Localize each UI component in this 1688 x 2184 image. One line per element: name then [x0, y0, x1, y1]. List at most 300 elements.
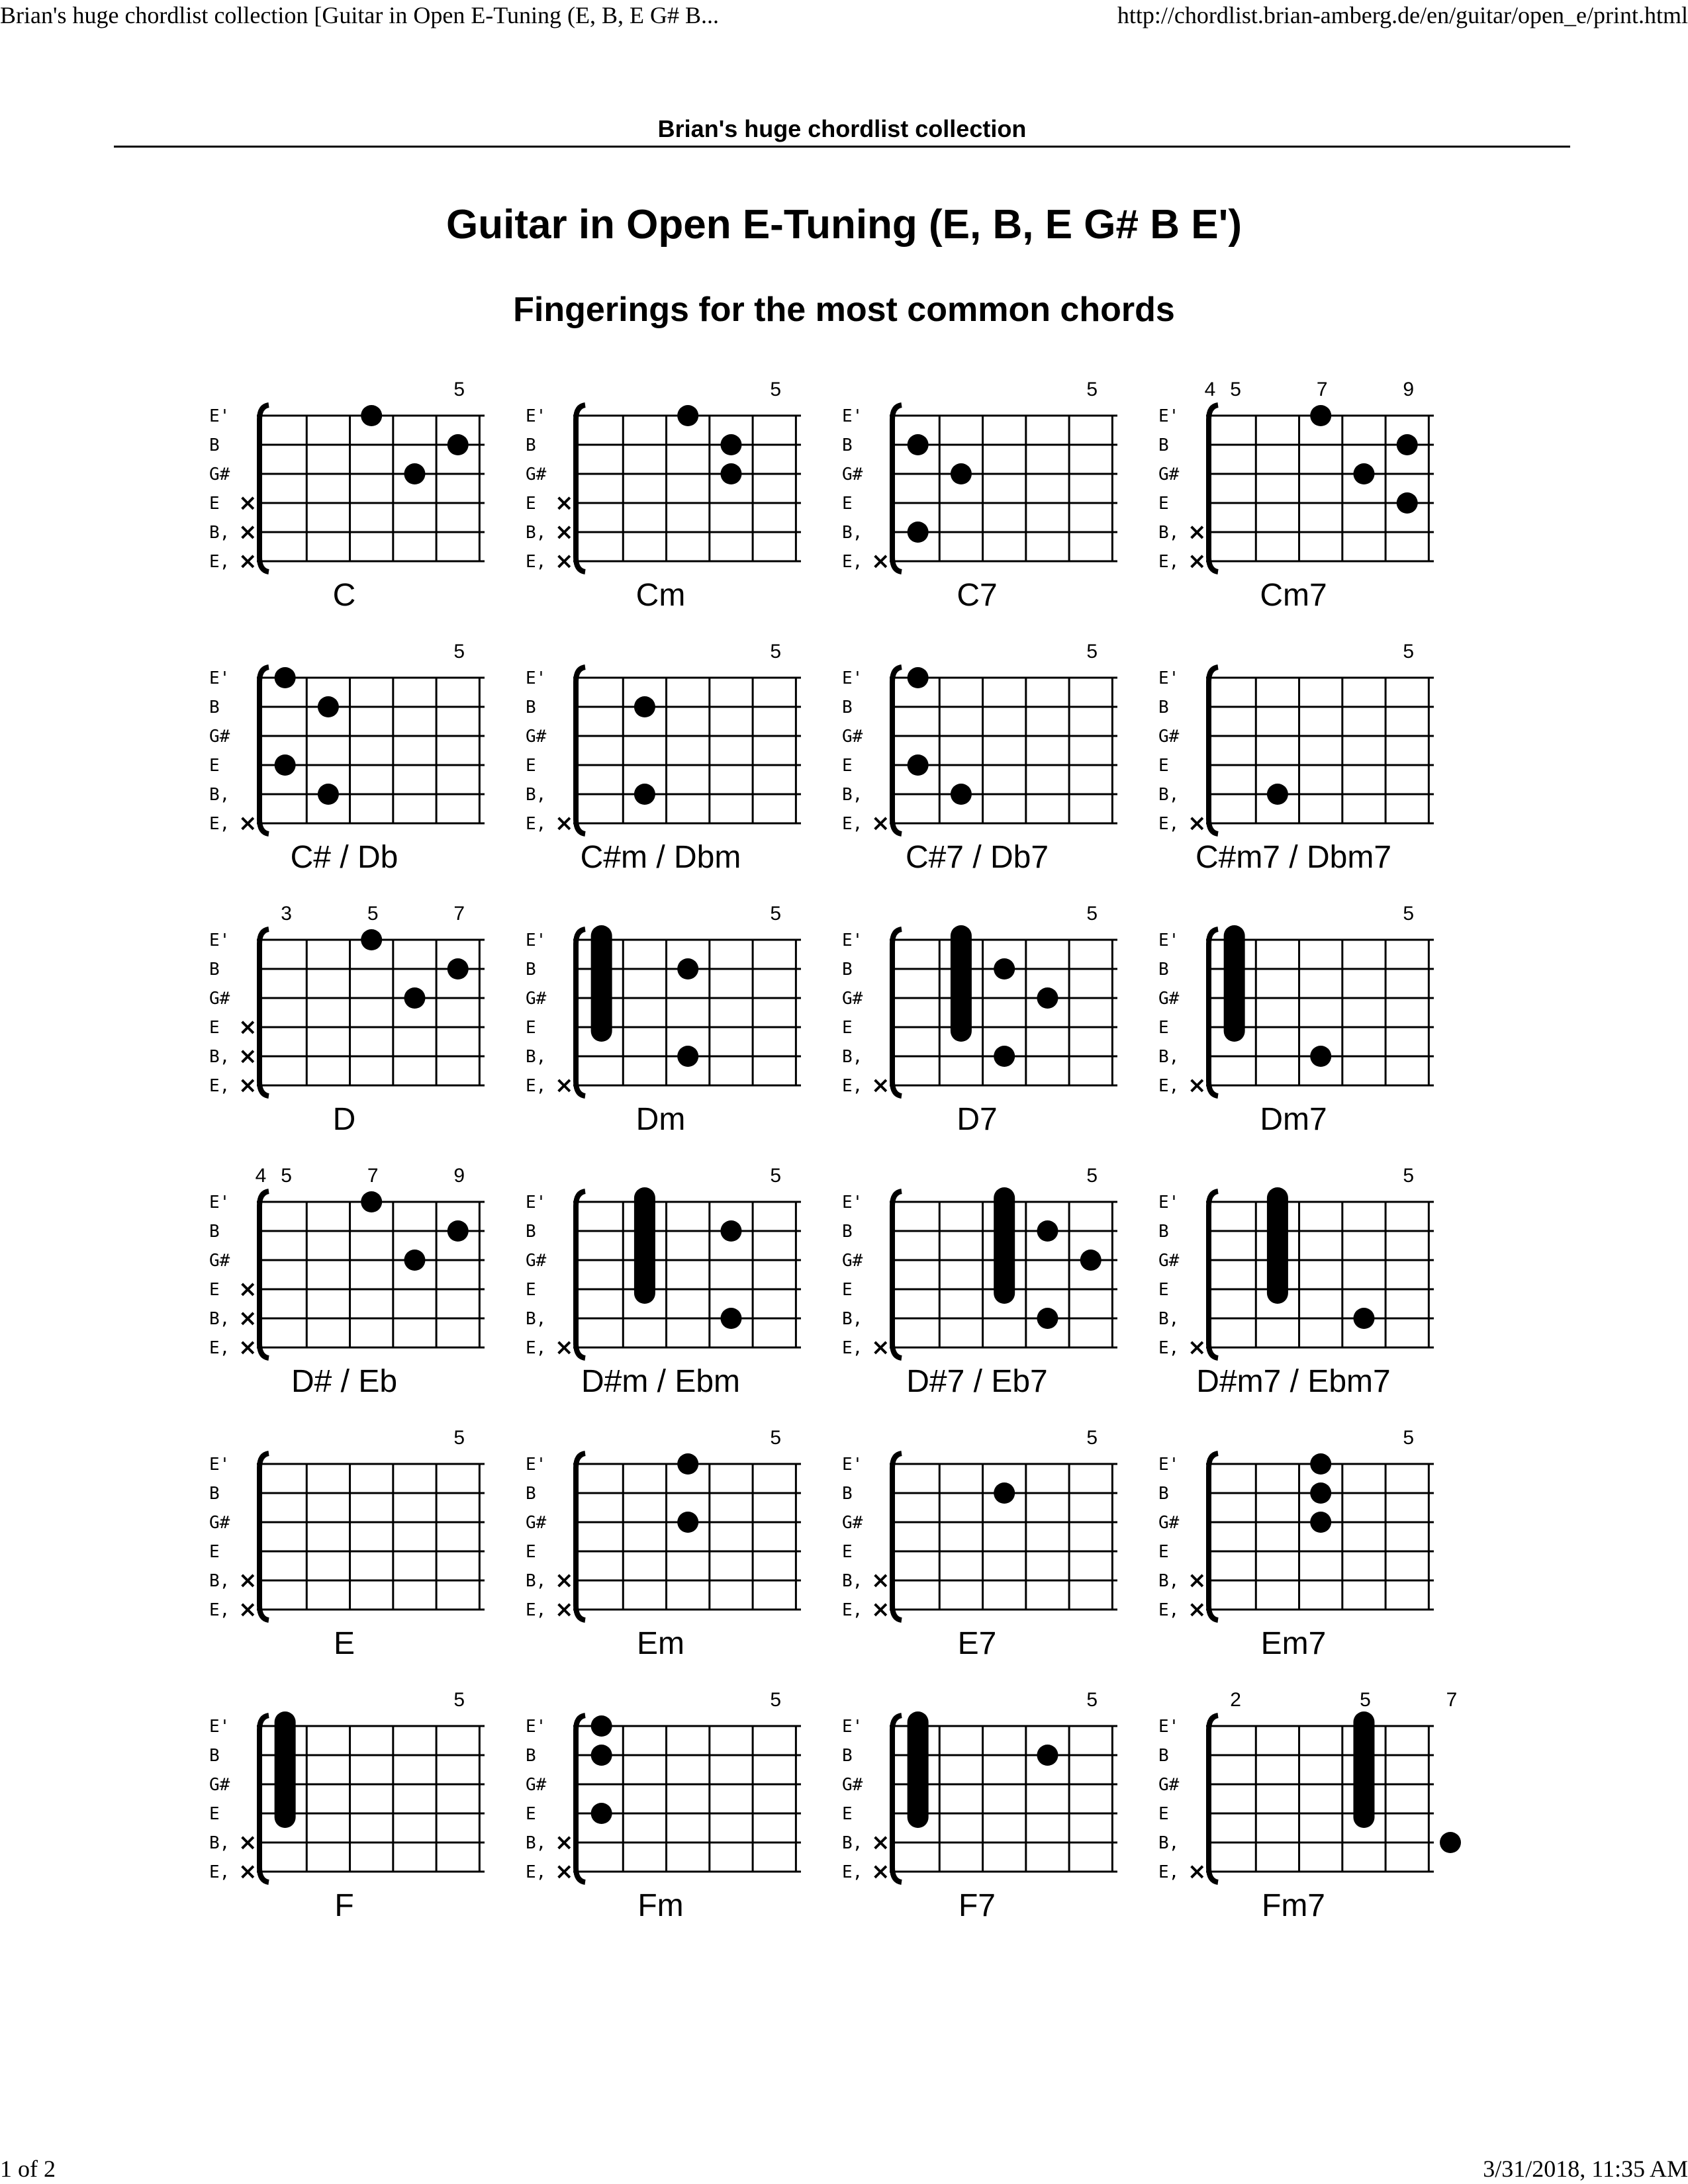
- chord-name: C7: [957, 578, 998, 613]
- string-label: B: [842, 1746, 853, 1766]
- chord-diagram: [199, 1157, 490, 1422]
- string-label: G#: [526, 1251, 547, 1271]
- finger-dot: [1080, 1250, 1102, 1271]
- string-label: E': [209, 931, 230, 950]
- muted-string-mark: ×: [1188, 1567, 1207, 1594]
- fret-number: 5: [453, 379, 465, 400]
- string-label: B,: [1158, 785, 1180, 805]
- chord-diagram: [199, 895, 490, 1160]
- string-label: E: [526, 1542, 536, 1562]
- muted-string-mark: ×: [238, 519, 258, 545]
- fret-number: 7: [1446, 1689, 1458, 1711]
- barre: [1224, 925, 1245, 1042]
- string-label: E,: [1158, 1076, 1180, 1096]
- browser-print-datetime: 3/31/2018, 11:35 AM: [1483, 2156, 1688, 2182]
- muted-string-mark: ×: [1188, 1072, 1207, 1099]
- string-label: E: [842, 1018, 853, 1038]
- barre: [275, 1711, 296, 1828]
- finger-dot: [908, 434, 929, 455]
- muted-string-mark: ×: [238, 1276, 258, 1302]
- string-label: G#: [526, 465, 547, 484]
- chord-name: C#m7 / Dbm7: [1195, 840, 1392, 875]
- string-label: E,: [209, 1338, 230, 1358]
- nut-bracket: [259, 667, 269, 834]
- fret-number: 5: [453, 1427, 465, 1449]
- fretboard: [831, 895, 1123, 1107]
- chord-name: D# / Eb: [291, 1364, 398, 1399]
- string-label: E': [1158, 668, 1180, 688]
- string-label: E': [842, 1455, 863, 1475]
- string-label: B,: [209, 523, 230, 543]
- string-label: B: [209, 1222, 220, 1242]
- chord-diagram: [515, 1681, 806, 1946]
- finger-dot: [1310, 1453, 1331, 1475]
- chord-name: D#7 / Eb7: [906, 1364, 1048, 1399]
- finger-dot: [361, 1191, 382, 1212]
- fretboard: [199, 1157, 490, 1369]
- browser-page-number: 1 of 2: [0, 2156, 56, 2182]
- chord-diagram: [515, 633, 806, 897]
- fretboard: [831, 633, 1123, 844]
- fretboard: [199, 1419, 490, 1631]
- muted-string-mark: ×: [238, 1072, 258, 1099]
- chord-name: Fm: [637, 1888, 684, 1923]
- nut-bracket: [1209, 1715, 1218, 1882]
- string-label: E': [209, 1455, 230, 1475]
- chord-diagram: [831, 1157, 1123, 1422]
- muted-string-mark: ×: [871, 1567, 890, 1594]
- muted-string-mark: ×: [555, 1596, 574, 1623]
- muted-string-mark: ×: [871, 548, 890, 574]
- nut-bracket: [576, 1453, 585, 1620]
- string-label: E: [1158, 1018, 1169, 1038]
- string-label: B: [526, 1484, 536, 1504]
- string-label: B: [209, 1746, 220, 1766]
- fretboard: [515, 371, 806, 582]
- finger-dot: [591, 1803, 612, 1824]
- string-label: B: [1158, 1746, 1169, 1766]
- finger-dot: [1310, 1046, 1331, 1067]
- finger-dot: [1267, 784, 1288, 805]
- muted-string-mark: ×: [555, 1334, 574, 1361]
- fret-number: 5: [1086, 903, 1098, 925]
- finger-dot: [591, 1745, 612, 1766]
- fretboard: [199, 633, 490, 844]
- fret-number: 2: [1230, 1689, 1241, 1711]
- string-label: G#: [209, 727, 230, 747]
- barre: [951, 925, 972, 1042]
- chord-diagram: [515, 371, 806, 635]
- nut-bracket: [576, 1715, 585, 1882]
- string-label: E': [1158, 1717, 1180, 1737]
- chord-diagram: [831, 895, 1123, 1160]
- string-label: E': [842, 931, 863, 950]
- string-label: B,: [842, 1571, 863, 1591]
- string-label: E': [1158, 406, 1180, 426]
- finger-dot: [1397, 434, 1418, 455]
- chord-diagram: [831, 1419, 1123, 1684]
- chord-name: Cm7: [1260, 578, 1327, 613]
- chord-name: D7: [957, 1102, 998, 1137]
- finger-dot: [404, 987, 425, 1009]
- finger-dot: [1037, 1308, 1058, 1329]
- nut-bracket: [576, 405, 585, 572]
- browser-page-title: Brian's huge chordlist collection [Guitar in Open E-Tuning (E, B, E G# B...: [0, 2, 720, 28]
- barre: [994, 1187, 1015, 1304]
- string-label: B,: [842, 1309, 863, 1329]
- string-label: B: [526, 698, 536, 717]
- string-label: G#: [526, 1775, 547, 1795]
- finger-dot: [1440, 1832, 1461, 1853]
- fret-number: 5: [1086, 1689, 1098, 1711]
- chord-name: F7: [958, 1888, 996, 1923]
- string-label: E': [209, 1717, 230, 1737]
- chord-diagram: [515, 895, 806, 1160]
- chord-name: D: [332, 1102, 356, 1137]
- nut-bracket: [1209, 1453, 1218, 1620]
- string-label: G#: [842, 1775, 863, 1795]
- string-label: E: [526, 1018, 536, 1038]
- string-label: E,: [209, 1862, 230, 1882]
- string-label: B: [526, 960, 536, 979]
- fret-number: 5: [1086, 1165, 1098, 1187]
- string-label: E,: [842, 1600, 863, 1620]
- string-label: G#: [1158, 1251, 1180, 1271]
- fretboard: [831, 1419, 1123, 1631]
- string-label: B: [1158, 1484, 1169, 1504]
- string-label: G#: [526, 1513, 547, 1533]
- string-label: E': [842, 406, 863, 426]
- finger-dot: [1037, 1745, 1058, 1766]
- finger-dot: [361, 929, 382, 950]
- fretboard: [1148, 633, 1439, 844]
- fret-number: 5: [1403, 1165, 1415, 1187]
- string-label: B,: [209, 785, 230, 805]
- string-label: B: [1158, 698, 1169, 717]
- string-label: E': [209, 1193, 230, 1212]
- string-label: E': [1158, 1455, 1180, 1475]
- muted-string-mark: ×: [555, 1829, 574, 1856]
- string-label: E: [209, 494, 220, 514]
- fret-number: 5: [770, 903, 782, 925]
- fretboard: [1148, 371, 1439, 582]
- finger-dot: [720, 1308, 741, 1329]
- string-label: E: [1158, 494, 1169, 514]
- chord-name: D#m / Ebm: [581, 1364, 741, 1399]
- muted-string-mark: ×: [238, 1334, 258, 1361]
- string-label: B,: [842, 1047, 863, 1067]
- finger-dot: [1037, 987, 1058, 1009]
- finger-dot: [404, 1250, 425, 1271]
- string-label: E: [842, 494, 853, 514]
- string-label: B,: [526, 1309, 547, 1329]
- finger-dot: [994, 1482, 1015, 1504]
- finger-dot: [677, 1512, 698, 1533]
- string-label: E,: [842, 1338, 863, 1358]
- finger-dot: [275, 754, 296, 776]
- muted-string-mark: ×: [1188, 810, 1207, 837]
- fret-number: 5: [1403, 641, 1415, 662]
- string-label: B: [526, 435, 536, 455]
- chord-name: Em: [637, 1626, 684, 1661]
- string-label: B,: [1158, 523, 1180, 543]
- fretboard: [1148, 1157, 1439, 1369]
- fret-number: 5: [770, 1427, 782, 1449]
- muted-string-mark: ×: [1188, 1858, 1207, 1885]
- finger-dot: [447, 958, 469, 979]
- chord-name: C# / Db: [290, 840, 399, 875]
- string-label: B,: [1158, 1833, 1180, 1853]
- fretboard: [831, 1681, 1123, 1893]
- string-label: B: [526, 1746, 536, 1766]
- string-label: G#: [1158, 1775, 1180, 1795]
- chord-name: Cm: [635, 578, 686, 613]
- finger-dot: [275, 667, 296, 688]
- nut-bracket: [892, 667, 902, 834]
- string-label: G#: [1158, 727, 1180, 747]
- muted-string-mark: ×: [871, 1858, 890, 1885]
- muted-string-mark: ×: [238, 1858, 258, 1885]
- string-label: E: [209, 1542, 220, 1562]
- string-label: E: [209, 756, 220, 776]
- finger-dot: [1353, 463, 1374, 484]
- string-label: G#: [209, 1513, 230, 1533]
- muted-string-mark: ×: [555, 519, 574, 545]
- fret-number: 7: [367, 1165, 379, 1187]
- string-label: E,: [526, 1862, 547, 1882]
- fretboard: [515, 895, 806, 1107]
- fret-number: 5: [1360, 1689, 1371, 1711]
- finger-dot: [908, 754, 929, 776]
- finger-dot: [404, 463, 425, 484]
- fretboard: [199, 895, 490, 1107]
- string-label: B,: [1158, 1309, 1180, 1329]
- fretboard: [515, 1157, 806, 1369]
- string-label: G#: [842, 989, 863, 1009]
- chord-name: D#m7 / Ebm7: [1196, 1364, 1391, 1399]
- barre: [1353, 1711, 1374, 1828]
- string-label: B,: [842, 785, 863, 805]
- fret-number: 4: [1204, 379, 1216, 400]
- finger-dot: [634, 696, 655, 717]
- finger-dot: [951, 463, 972, 484]
- header-rule: [114, 146, 1570, 148]
- chord-diagram: [515, 1157, 806, 1422]
- muted-string-mark: ×: [238, 1043, 258, 1069]
- barre: [908, 1711, 929, 1828]
- nut-bracket: [259, 929, 269, 1096]
- string-label: E,: [526, 552, 547, 572]
- finger-dot: [720, 1220, 741, 1242]
- muted-string-mark: ×: [238, 1596, 258, 1623]
- string-label: E,: [1158, 814, 1180, 834]
- muted-string-mark: ×: [1188, 1334, 1207, 1361]
- fretboard: [515, 633, 806, 844]
- chord-name: C: [332, 578, 356, 613]
- string-label: B,: [209, 1571, 230, 1591]
- string-label: B: [209, 1484, 220, 1504]
- string-label: E': [526, 406, 547, 426]
- barre: [591, 925, 612, 1042]
- fret-number: 5: [1086, 379, 1098, 400]
- chord-name: Dm: [635, 1102, 686, 1137]
- finger-dot: [677, 958, 698, 979]
- string-label: E: [209, 1018, 220, 1038]
- string-label: E: [842, 756, 853, 776]
- finger-dot: [908, 667, 929, 688]
- fret-number: 5: [1086, 1427, 1098, 1449]
- string-label: B,: [526, 785, 547, 805]
- finger-dot: [1037, 1220, 1058, 1242]
- chord-diagram: [199, 1419, 490, 1684]
- chord-name: E: [333, 1626, 355, 1661]
- string-label: E: [526, 756, 536, 776]
- string-label: B: [209, 698, 220, 717]
- string-label: E,: [842, 1076, 863, 1096]
- muted-string-mark: ×: [871, 1596, 890, 1623]
- fret-number: 4: [255, 1165, 267, 1187]
- finger-dot: [677, 405, 698, 426]
- muted-string-mark: ×: [1188, 548, 1207, 574]
- string-label: B,: [209, 1833, 230, 1853]
- chord-diagram: [1148, 1681, 1458, 1946]
- fret-number: 7: [1316, 379, 1328, 400]
- string-label: E': [526, 931, 547, 950]
- chord-diagram: [831, 1681, 1123, 1946]
- chord-diagram: [515, 1419, 806, 1684]
- string-label: G#: [842, 1513, 863, 1533]
- string-label: B,: [209, 1309, 230, 1329]
- string-label: E,: [842, 552, 863, 572]
- chord-diagram: [831, 633, 1123, 897]
- muted-string-mark: ×: [871, 1072, 890, 1099]
- string-label: E,: [1158, 1862, 1180, 1882]
- nut-bracket: [892, 929, 902, 1096]
- string-label: E': [1158, 931, 1180, 950]
- muted-string-mark: ×: [1188, 1596, 1207, 1623]
- string-label: G#: [209, 989, 230, 1009]
- nut-bracket: [1209, 667, 1218, 834]
- string-label: B,: [526, 1047, 547, 1067]
- fret-number: 5: [453, 1689, 465, 1711]
- finger-dot: [994, 1046, 1015, 1067]
- string-label: B: [209, 435, 220, 455]
- string-label: E: [526, 1280, 536, 1300]
- string-label: E,: [526, 1338, 547, 1358]
- string-label: B: [526, 1222, 536, 1242]
- chord-name: F: [334, 1888, 354, 1923]
- string-label: B: [842, 698, 853, 717]
- fret-number: 5: [453, 641, 465, 662]
- fretboard: [1148, 1681, 1458, 1893]
- string-label: E: [1158, 1804, 1169, 1824]
- string-label: E': [842, 668, 863, 688]
- chord-name: Em7: [1260, 1626, 1327, 1661]
- chord-name: Dm7: [1260, 1102, 1327, 1137]
- fret-number: 5: [367, 903, 379, 925]
- fret-number: 5: [1230, 379, 1241, 400]
- string-label: E: [209, 1280, 220, 1300]
- string-label: G#: [209, 1775, 230, 1795]
- finger-dot: [1310, 1512, 1331, 1533]
- string-label: B: [842, 960, 853, 979]
- muted-string-mark: ×: [555, 548, 574, 574]
- string-label: E: [526, 1804, 536, 1824]
- muted-string-mark: ×: [1188, 519, 1207, 545]
- nut-bracket: [892, 1453, 902, 1620]
- string-label: E,: [209, 814, 230, 834]
- string-label: E,: [526, 1076, 547, 1096]
- string-label: E': [842, 1717, 863, 1737]
- fret-number: 5: [1086, 641, 1098, 662]
- finger-dot: [318, 784, 339, 805]
- nut-bracket: [892, 1191, 902, 1358]
- page-subtitle: Fingerings for the most common chords: [513, 291, 1175, 329]
- string-label: G#: [1158, 1513, 1180, 1533]
- string-label: E,: [526, 1600, 547, 1620]
- string-label: B: [1158, 1222, 1169, 1242]
- chord-diagram: [199, 633, 490, 897]
- string-label: B: [842, 1484, 853, 1504]
- chord-diagram: [199, 1681, 490, 1946]
- nut-bracket: [259, 1715, 269, 1882]
- nut-bracket: [1209, 929, 1218, 1096]
- muted-string-mark: ×: [238, 490, 258, 516]
- fretboard: [199, 1681, 490, 1893]
- string-label: E: [842, 1542, 853, 1562]
- fretboard: [1148, 1419, 1439, 1631]
- fretboard: [515, 1681, 806, 1893]
- string-label: B,: [526, 1571, 547, 1591]
- nut-bracket: [892, 1715, 902, 1882]
- string-label: B,: [1158, 1571, 1180, 1591]
- string-label: G#: [842, 727, 863, 747]
- muted-string-mark: ×: [871, 810, 890, 837]
- string-label: B,: [1158, 1047, 1180, 1067]
- string-label: B,: [526, 523, 547, 543]
- chord-diagram: [199, 371, 490, 635]
- chord-diagram: [831, 371, 1123, 635]
- muted-string-mark: ×: [555, 490, 574, 516]
- string-label: E,: [209, 1600, 230, 1620]
- site-title: Brian's huge chordlist collection: [657, 115, 1027, 142]
- string-label: E,: [1158, 1600, 1180, 1620]
- string-label: E,: [209, 552, 230, 572]
- string-label: E,: [842, 814, 863, 834]
- fret-number: 9: [1403, 379, 1415, 400]
- muted-string-mark: ×: [555, 1858, 574, 1885]
- fretboard: [199, 371, 490, 582]
- muted-string-mark: ×: [871, 1829, 890, 1856]
- string-label: G#: [842, 1251, 863, 1271]
- string-label: E: [1158, 1542, 1169, 1562]
- barre: [634, 1187, 655, 1304]
- nut-bracket: [576, 1191, 585, 1358]
- string-label: E: [1158, 756, 1169, 776]
- finger-dot: [994, 958, 1015, 979]
- string-label: B,: [526, 1833, 547, 1853]
- string-label: G#: [1158, 465, 1180, 484]
- string-label: E: [526, 494, 536, 514]
- nut-bracket: [576, 667, 585, 834]
- finger-dot: [1397, 492, 1418, 514]
- fret-number: 3: [281, 903, 292, 925]
- nut-bracket: [892, 405, 902, 572]
- string-label: E': [526, 1455, 547, 1475]
- string-label: G#: [209, 465, 230, 484]
- finger-dot: [1310, 405, 1331, 426]
- string-label: G#: [842, 465, 863, 484]
